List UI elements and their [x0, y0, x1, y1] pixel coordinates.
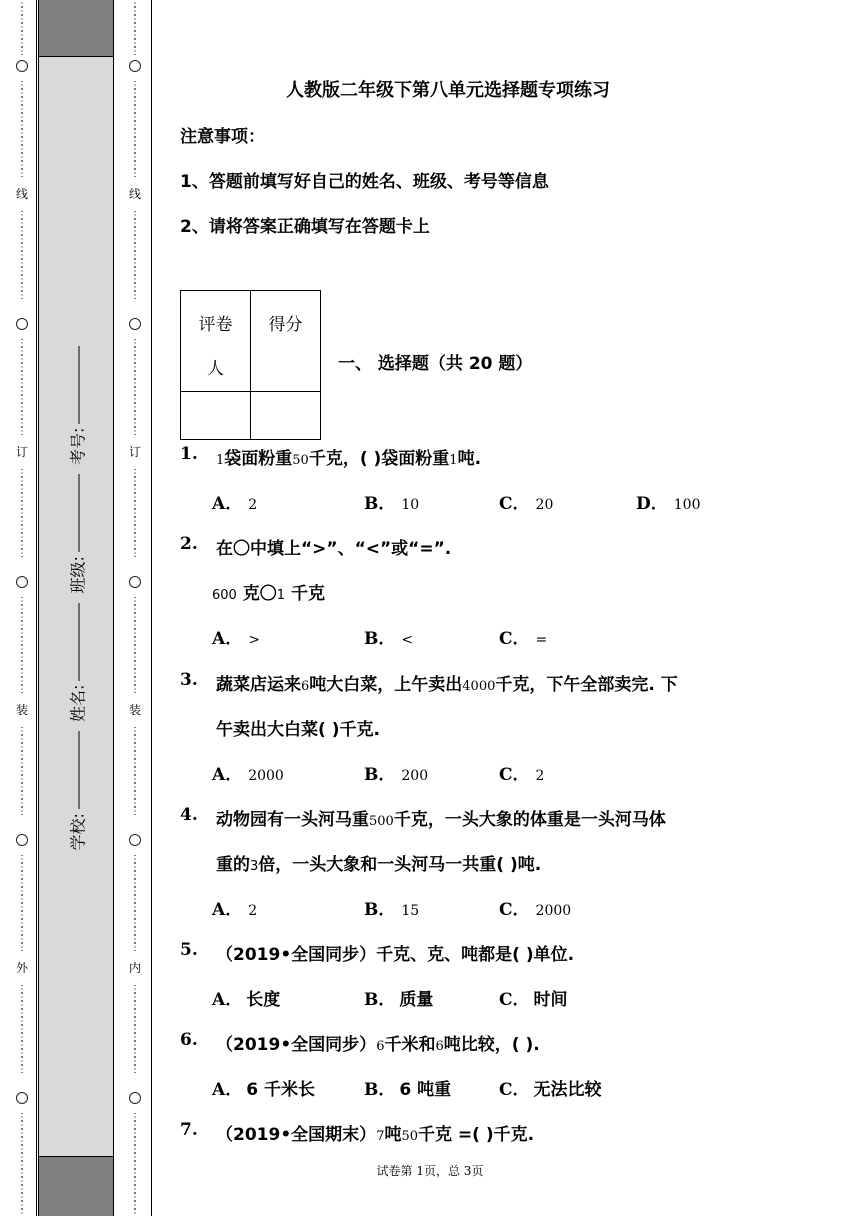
- notice-item: 1、答题前填写好自己的姓名、班级、考号等信息: [180, 172, 549, 192]
- margin-rule: [36, 0, 37, 1216]
- score-table: [180, 290, 321, 440]
- option-a[interactable]: A． 6 千米长: [212, 1080, 315, 1100]
- question-stem: 蔬菜店运来6吨大白菜，上午卖出4000千克，下午全部卖完. 下: [216, 675, 678, 695]
- binding-hole: [16, 576, 28, 588]
- question-number: 2.: [180, 534, 198, 554]
- option-a[interactable]: A． 2: [212, 494, 258, 514]
- option-c[interactable]: C． 时间: [499, 990, 568, 1010]
- binding-label: 外: [15, 961, 28, 975]
- option-c[interactable]: C． 20: [499, 494, 554, 514]
- option-c[interactable]: C． 无法比较: [499, 1080, 602, 1100]
- question-line: 重的3倍，一头大象和一头河马一共重( )吨.: [216, 855, 542, 875]
- binding-hole: [129, 834, 141, 846]
- class-label: 班级:: [68, 556, 88, 594]
- question-line: 午卖出大白菜( )千克.: [216, 720, 380, 740]
- question-number: 1.: [180, 444, 198, 464]
- question-number: 3.: [180, 670, 198, 690]
- binding-label: 线: [15, 187, 28, 201]
- option-b[interactable]: B． <: [364, 629, 414, 649]
- binding-label: 内: [128, 961, 141, 975]
- exam-number-label: 考号:: [68, 427, 88, 465]
- question-stem: 动物园有一头河马重500千克，一头大象的体重是一头河马体: [216, 810, 666, 830]
- score-cell[interactable]: [251, 392, 321, 440]
- binding-hole: [16, 1092, 28, 1104]
- question-stem: （2019•全国同步）千克、克、吨都是( )单位.: [216, 945, 575, 965]
- margin-rule: [151, 0, 152, 1216]
- page-footer: 试卷第 1页，总 3页: [376, 1164, 484, 1178]
- binding-label: 线: [128, 187, 141, 201]
- option-b[interactable]: B． 质量: [364, 990, 434, 1010]
- binding-label: 装: [15, 703, 28, 717]
- student-info-fields: [66, 288, 89, 908]
- binding-hole: [129, 60, 141, 72]
- grader-header: 评卷 人: [181, 291, 251, 392]
- option-c[interactable]: C． 2000: [499, 900, 572, 920]
- question-number: 4.: [180, 805, 198, 825]
- option-b[interactable]: B． 10: [364, 494, 420, 514]
- score-header: 得分: [251, 291, 321, 392]
- option-b[interactable]: B． 6 吨重: [364, 1080, 452, 1100]
- question-number: 5.: [180, 940, 198, 960]
- binding-label: 订: [128, 445, 141, 459]
- option-a[interactable]: A． 2: [212, 900, 258, 920]
- option-c[interactable]: C． 2: [499, 765, 545, 785]
- binding-label: 装: [128, 703, 141, 717]
- binding-hole: [129, 318, 141, 330]
- binding-hole: [16, 834, 28, 846]
- class-blank[interactable]: [79, 474, 80, 552]
- notice-item: 2、请将答案正确填写在答题卡上: [180, 217, 430, 237]
- question-stem: （2019•全国期末）7吨50千克 =( )千克.: [216, 1125, 535, 1145]
- paper-title: 人教版二年级下第八单元选择题专项练习: [286, 80, 610, 101]
- section-title: 一、 选择题（共 20 题）: [338, 354, 533, 374]
- binding-hole: [16, 318, 28, 330]
- option-a[interactable]: A． 长度: [212, 990, 281, 1010]
- outer-binding-column: ⋮ ⋮ ⋮ ⋮ ⋮ ⋮ ⋮ ⋮ ⋮ ⋮ ⋮ ⋮ ⋮ ⋮ ⋮ ⋮ ⋮ ⋮ ⋮ 线 ⋮ ⋮ ⋮ ⋮ ⋮ ⋮ ⋮ ⋮ ⋮ ⋮ ⋮ ⋮ ⋮ ⋮ ⋮ ⋮ ⋮ ⋮ ⋮ ⋮ ⋮ ⋮ ⋮ 订 ⋮ ⋮ ⋮ ⋮ ⋮ ⋮ ⋮ ⋮ ⋮ ⋮ ⋮ ⋮ ⋮ ⋮ ⋮ ⋮ ⋮ ⋮ ⋮ ⋮ ⋮ ⋮ ⋮ 装 ⋮ ⋮ ⋮ ⋮ ⋮ ⋮ ⋮ ⋮ ⋮ ⋮ ⋮ ⋮ ⋮ ⋮ ⋮ ⋮ ⋮ ⋮ ⋮ ⋮ ⋮ ⋮ ⋮ 外 ⋮ ⋮ ⋮ ⋮ ⋮ ⋮ ⋮ ⋮ ⋮ ⋮ ⋮ ⋮ ⋮ ⋮ ⋮ ⋮ ⋮ ⋮ ⋮ ⋮ ⋮ ⋮ ⋮ ⋮: [15, 0, 28, 1216]
- name-blank[interactable]: [79, 603, 80, 681]
- option-c[interactable]: C． =: [499, 629, 548, 649]
- binding-label: 订: [15, 445, 28, 459]
- binding-hole: [16, 60, 28, 72]
- student-info-band: [38, 0, 114, 1216]
- grader-cell[interactable]: [181, 392, 251, 440]
- notice-heading: 注意事项：: [180, 127, 265, 147]
- name-label: 姓名:: [68, 684, 88, 722]
- question-number: 6.: [180, 1030, 198, 1050]
- school-blank[interactable]: [79, 731, 80, 809]
- question-stem: （2019•全国同步）6千米和6吨比较，( ).: [216, 1035, 540, 1055]
- option-b[interactable]: B． 15: [364, 900, 420, 920]
- inner-binding-column: ⋮ ⋮ ⋮ ⋮ ⋮ ⋮ ⋮ ⋮ ⋮ ⋮ ⋮ ⋮ ⋮ ⋮ ⋮ ⋮ ⋮ ⋮ ⋮ 线 ⋮ ⋮ ⋮ ⋮ ⋮ ⋮ ⋮ ⋮ ⋮ ⋮ ⋮ ⋮ ⋮ ⋮ ⋮ ⋮ ⋮ ⋮ ⋮ ⋮ ⋮ ⋮ ⋮ 订 ⋮ ⋮ ⋮ ⋮ ⋮ ⋮ ⋮ ⋮ ⋮ ⋮ ⋮ ⋮ ⋮ ⋮ ⋮ ⋮ ⋮ ⋮ ⋮ ⋮ ⋮ ⋮ ⋮ 装 ⋮ ⋮ ⋮ ⋮ ⋮ ⋮ ⋮ ⋮ ⋮ ⋮ ⋮ ⋮ ⋮ ⋮ ⋮ ⋮ ⋮ ⋮ ⋮ ⋮ ⋮ ⋮ ⋮ 内 ⋮ ⋮ ⋮ ⋮ ⋮ ⋮ ⋮ ⋮ ⋮ ⋮ ⋮ ⋮ ⋮ ⋮ ⋮ ⋮ ⋮ ⋮ ⋮ ⋮ ⋮ ⋮ ⋮ ⋮: [128, 0, 141, 1216]
- option-b[interactable]: B． 200: [364, 765, 429, 785]
- exam-number-blank[interactable]: [79, 346, 80, 424]
- question-stem: 1袋面粉重50千克，( )袋面粉重1吨.: [216, 449, 482, 469]
- option-d[interactable]: D． 100: [636, 494, 701, 514]
- binding-hole: [129, 576, 141, 588]
- question-stem: 在〇中填上“>”、“<”或“=”.: [216, 539, 452, 559]
- option-a[interactable]: A． >: [212, 629, 260, 649]
- school-label: 学校:: [68, 813, 88, 851]
- question-line: 600 克〇1 千克: [212, 584, 325, 604]
- binding-hole: [129, 1092, 141, 1104]
- question-number: 7.: [180, 1120, 198, 1140]
- option-a[interactable]: A． 2000: [212, 765, 284, 785]
